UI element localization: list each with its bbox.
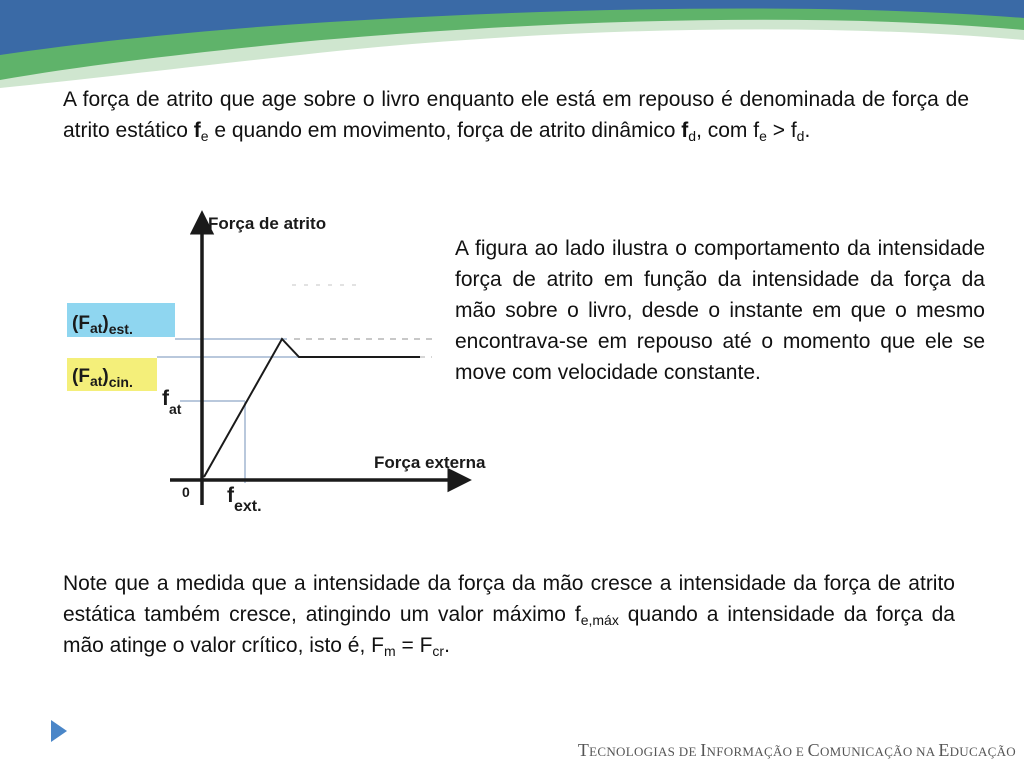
x-axis-label: Força externa — [374, 453, 486, 472]
intro-paragraph: A força de atrito que age sobre o livro enquanto ele está em repouso é denominada de força de atrito estático $f_e$ e quando em movimento, força de atrito dinâmico $f_d$, com $f_e > f_d$. — [63, 88, 969, 144]
note-paragraph: Note que a medida que a intensidade da força da mão cresce a intensidade da força de atrito estática também cresce, atingindo um valor máximo $f_{e,máx}$ quando a intensidade da força da mão atinge o valor crítico, isto é, $F_m = F_{cr}$. — [63, 572, 955, 659]
f-at-label: $f_{at}$ — [162, 387, 182, 417]
header-banner — [0, 0, 1024, 90]
y-axis-label: Força de atrito — [208, 214, 327, 233]
origin-label: 0 — [182, 484, 190, 500]
fat-est-label: $(F_{at})_{est.}$ — [72, 313, 133, 337]
f-ext-label: $f_{ext.}$ — [227, 484, 262, 515]
figure-description: A figura ao lado ilustra o comportamento da intensidade força de atrito em função da intensidade da força da mão sobre o livro, desde o instante em que o mesmo encontrava-se em repouso até o momento que ele se move com velocidade constante. — [455, 237, 985, 384]
next-slide-arrow-icon[interactable] — [49, 718, 69, 744]
fat-cin-label: $(F_{at})_{cin.}$ — [72, 366, 133, 390]
footer-title: TECNOLOGIAS DE INFORMAÇÃO E COMUNICAÇÃO NA EDUCAÇÃO — [577, 740, 1016, 760]
